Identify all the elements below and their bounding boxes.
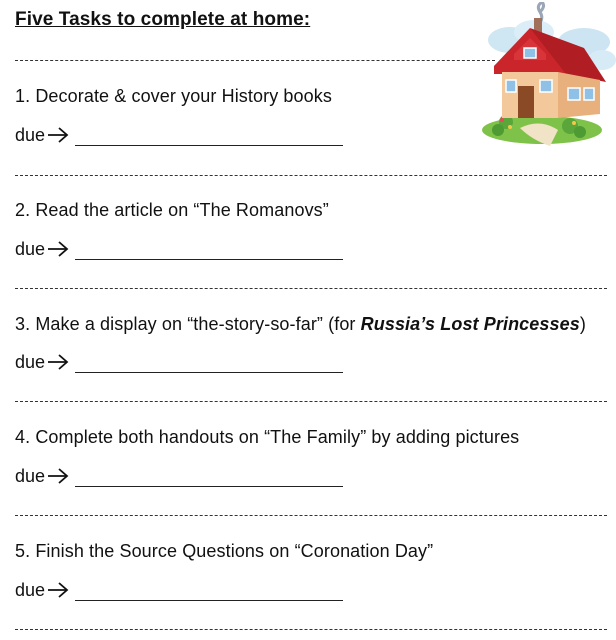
task-3-due-row <box>15 350 69 374</box>
task-5 <box>15 541 433 562</box>
dashed-divider <box>15 60 495 61</box>
task-4 <box>15 427 519 448</box>
task-4-number: 4. <box>15 427 31 447</box>
task-2 <box>15 200 329 221</box>
task-5-due-row <box>15 578 69 602</box>
task-2-due-blank[interactable] <box>75 259 343 260</box>
task-3-text: Make a display on “the-story-so-far” (for <box>35 314 361 334</box>
dashed-divider <box>15 515 607 516</box>
right-arrow-icon <box>47 468 69 484</box>
due-label: due <box>15 579 46 600</box>
worksheet-title: Five Tasks to complete at home: <box>15 9 311 30</box>
task-3-number: 3. <box>15 314 31 334</box>
due-label: due <box>15 238 46 259</box>
due-label: due <box>15 351 46 372</box>
dashed-divider <box>15 629 607 630</box>
task-4-text: Complete both handouts on “The Family” by adding pictures <box>35 427 520 447</box>
right-arrow-icon <box>47 241 69 257</box>
right-arrow-icon <box>47 127 69 143</box>
right-arrow-icon <box>47 582 69 598</box>
task-4-due-blank[interactable] <box>75 486 343 487</box>
task-1-text: Decorate & cover your History books <box>35 86 332 106</box>
task-1-number: 1. <box>15 86 31 106</box>
task-3-text-end: ) <box>579 314 586 334</box>
task-5-due-blank[interactable] <box>75 600 343 601</box>
task-3 <box>15 314 586 335</box>
dashed-divider <box>15 175 607 176</box>
task-3-due-blank[interactable] <box>75 372 343 373</box>
dashed-divider <box>15 288 607 289</box>
task-4-due-row <box>15 464 69 488</box>
task-2-number: 2. <box>15 200 31 220</box>
task-1-due-row <box>15 123 69 147</box>
task-2-due-row <box>15 237 69 261</box>
due-label: due <box>15 465 46 486</box>
task-1-due-blank[interactable] <box>75 145 343 146</box>
house-illustration <box>474 2 616 148</box>
due-label: due <box>15 124 46 145</box>
right-arrow-icon <box>47 354 69 370</box>
task-5-number: 5. <box>15 541 31 561</box>
task-5-text: Finish the Source Questions on “Coronation Day” <box>35 541 434 561</box>
task-1 <box>15 86 332 107</box>
dashed-divider <box>15 401 607 402</box>
task-2-text: Read the article on “The Romanovs” <box>35 200 329 220</box>
task-3-emphasis: Russia’s Lost Princesses <box>360 314 580 334</box>
